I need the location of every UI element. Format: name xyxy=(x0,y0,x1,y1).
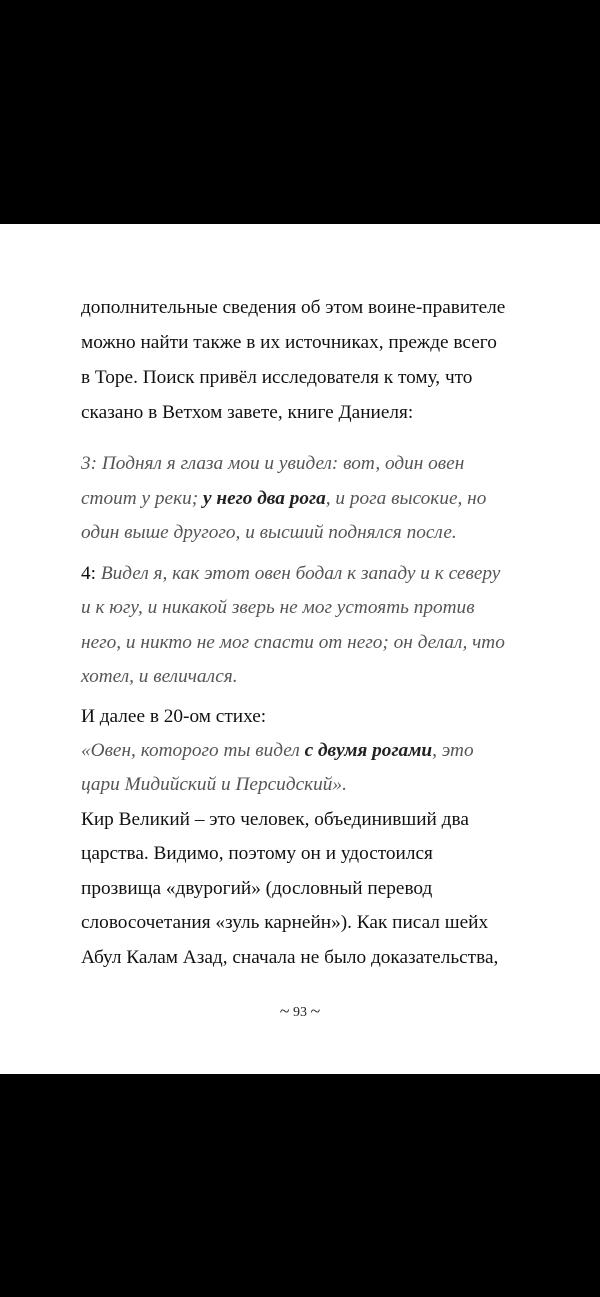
quote-line: него, и никто не мог спасти от него; он делал, что xyxy=(81,632,505,653)
quote-text: , и рога высокие, но xyxy=(325,488,487,509)
quote-text: , это xyxy=(432,740,474,761)
text-line: царства. Видимо, поэтому он и удостоился xyxy=(81,843,433,864)
quote-text: Видел я, как этот овен бодал к западу и к северу xyxy=(100,563,501,584)
quote-emphasis: с двумя рогами xyxy=(304,740,433,761)
quote-line xyxy=(81,487,486,511)
page-number: 93 xyxy=(293,1005,307,1020)
text-line: сказано в Ветхом завете, книге Даниеля: xyxy=(81,402,414,423)
quote-line: хотел, и величался. xyxy=(81,666,238,687)
page-number-footer xyxy=(0,1001,600,1022)
quote-emphasis: у него два рога xyxy=(203,488,326,509)
tilde-ornament: ~ xyxy=(279,1001,290,1021)
quote-line xyxy=(81,739,474,763)
quote-text: «Овен, которого ты видел xyxy=(81,740,305,761)
book-page xyxy=(0,224,600,1074)
text-line: можно найти также в их источниках, прежде всего xyxy=(81,332,497,353)
quote-line: 3: Поднял я глаза мои и увидел: вот, один овен xyxy=(81,453,465,474)
verse-number: 4: xyxy=(81,563,101,584)
quote-line xyxy=(81,562,500,586)
quote-text: стоит у реки; xyxy=(81,488,203,509)
quote-line: и к югу, и никакой зверь не мог устоять против xyxy=(81,597,475,618)
quote-line: один выше другого, и высший поднялся после. xyxy=(81,522,457,543)
text-line: в Торе. Поиск привёл исследователя к тому, что xyxy=(81,367,473,388)
text-line: Абул Калам Азад, сначала не было доказательства, xyxy=(81,947,499,968)
text-line: словосочетания «зуль карнейн»). Как писал шейх xyxy=(81,912,489,933)
text-line: И далее в 20-ом стихе: xyxy=(81,706,267,727)
text-line: прозвища «двурогий» (дословный перевод xyxy=(81,878,433,899)
quote-line: цари Мидийский и Персидский». xyxy=(81,774,347,795)
text-line: Кир Великий – это человек, объединивший два xyxy=(81,809,469,830)
text-line: дополнительные сведения об этом воине-правителе xyxy=(81,297,506,318)
tilde-ornament: ~ xyxy=(310,1001,321,1021)
